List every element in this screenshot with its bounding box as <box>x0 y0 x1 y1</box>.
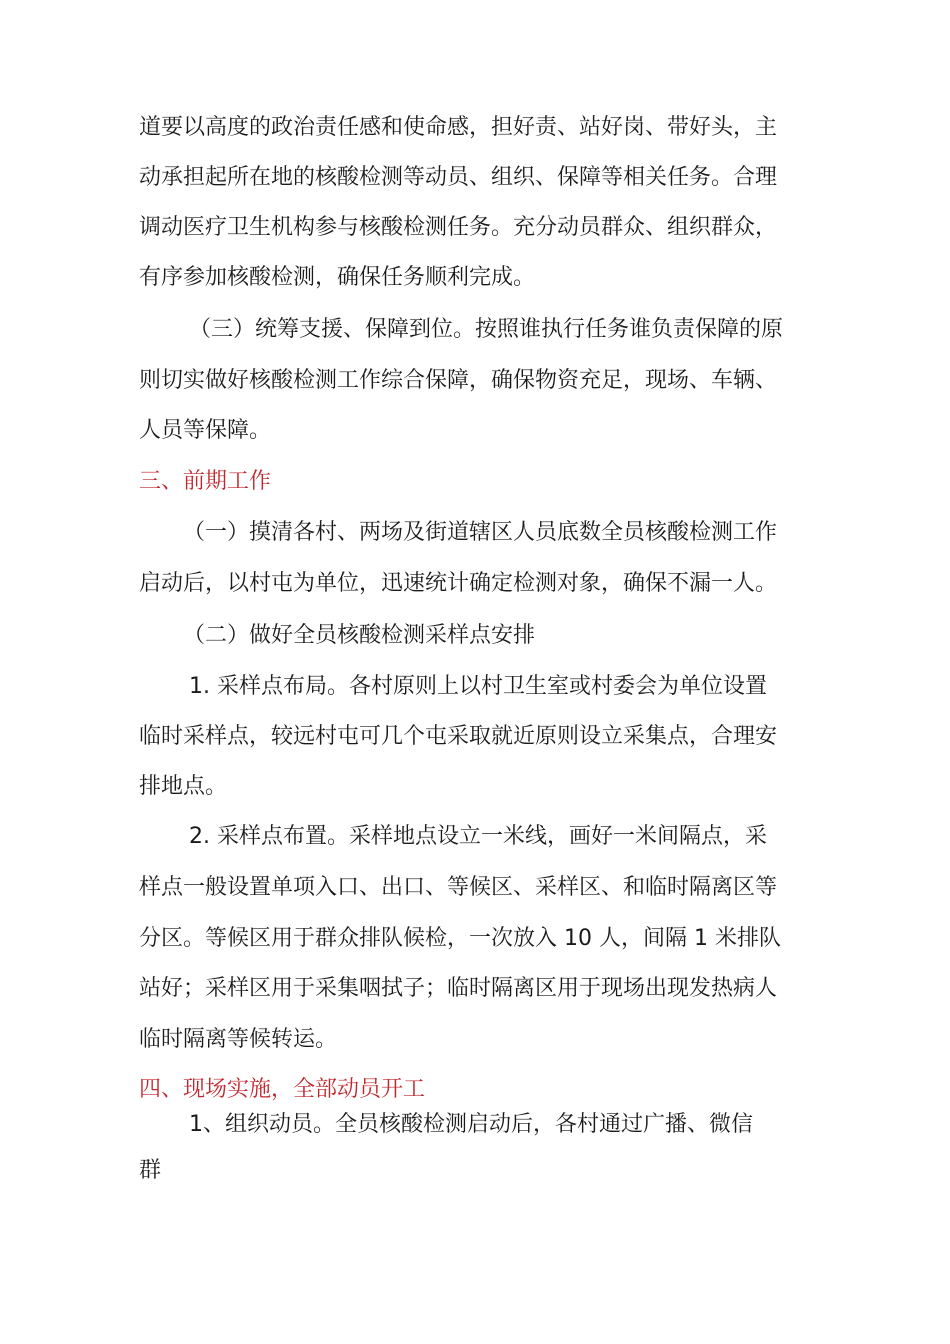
section-heading: 四、现场实施，全部动员开工 <box>139 1077 426 1102</box>
paragraph-line: 样点一般设置单项入口、出口、等候区、采样区、和临时隔离区等 <box>139 875 778 900</box>
paragraph-line: 则切实做好核酸检测工作综合保障，确保物资充足，现场、车辆、 <box>139 368 778 393</box>
paragraph-line: 临时隔离等候转运。 <box>139 1027 338 1052</box>
paragraph-line: 启动后，以村屯为单位，迅速统计确定检测对象，确保不漏一人。 <box>139 571 778 596</box>
paragraph-line: 站好；采样区用于采集咽拭子；临时隔离区用于现场出现发热病人 <box>139 976 778 1001</box>
section-heading: 三、前期工作 <box>139 469 272 494</box>
paragraph-line: 调动医疗卫生机构参与核酸检测任务。充分动员群众、组织群众， <box>139 215 778 240</box>
paragraph-line: 分区。等候区用于群众排队候检，一次放入 10 人，间隔 1 米排队 <box>139 926 781 951</box>
paragraph-line: （三）统筹支援、保障到位。按照谁执行任务谁负责保障的原 <box>189 317 784 342</box>
paragraph-line: 有序参加核酸检测，确保任务顺利完成。 <box>139 265 536 290</box>
subsection-heading: （二）做好全员核酸检测采样点安排 <box>183 623 536 648</box>
paragraph-line: 道要以高度的政治责任感和使命感，担好责、站好岗、带好头，主 <box>139 115 778 140</box>
paragraph-line: 临时采样点，较远村屯可几个屯采取就近原则设立采集点，合理安 <box>139 724 778 749</box>
paragraph-line: 2. 采样点布置。采样地点设立一米线，画好一米间隔点，采 <box>189 824 767 849</box>
paragraph-line: 1、组织动员。全员核酸检测启动后，各村通过广播、微信 <box>189 1112 753 1137</box>
paragraph-line: （一）摸清各村、两场及街道辖区人员底数全员核酸检测工作 <box>183 520 778 545</box>
paragraph-line: 群 <box>139 1158 162 1183</box>
paragraph-line: 动承担起所在地的核酸检测等动员、组织、保障等相关任务。合理 <box>139 165 778 190</box>
paragraph-line: 排地点。 <box>139 774 228 799</box>
paragraph-line: 人员等保障。 <box>139 418 272 443</box>
paragraph-line: 1. 采样点布局。各村原则上以村卫生室或村委会为单位设置 <box>189 674 767 699</box>
